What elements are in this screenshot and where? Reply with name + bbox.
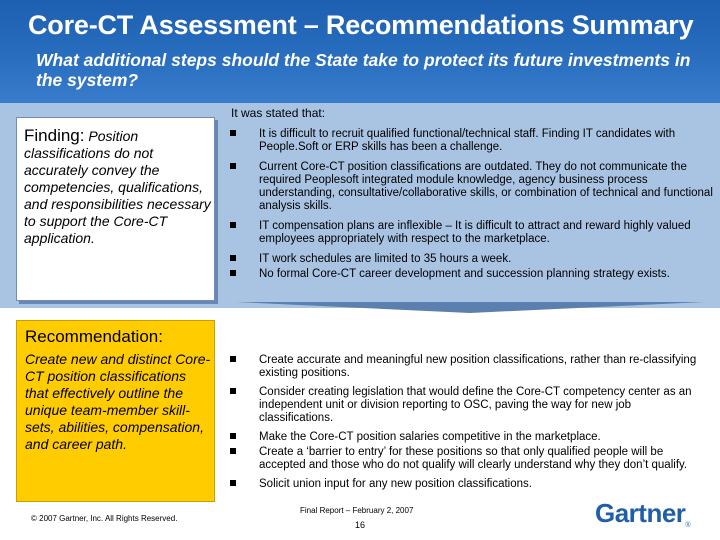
slide-title: Core-CT Assessment – Recommendations Summary <box>28 10 694 40</box>
recommendation-bullet-text: Consider creating legislation that would define the Core-CT competency center as an independent unit or division reporting to OSC, paving the way for new job classifications. <box>259 386 692 424</box>
finding-bullet-text: No formal Core-CT career development and succession planning strategy exists. <box>259 268 670 280</box>
recommendation-bullet-text: Make the Core-CT position salaries competitive in the marketplace. <box>259 431 601 443</box>
finding-bullet-text: It is difficult to recruit qualified functional/technical staff. Finding IT candidates with People.Soft or ERP skills has been a challenge. <box>259 128 676 153</box>
arrow-down-icon <box>236 302 704 313</box>
list-item <box>230 354 705 380</box>
gartner-logo <box>595 498 691 529</box>
recommendation-bullet-text: Solicit union input for any new position classifications. <box>259 478 532 490</box>
bullet-square-icon <box>230 433 236 439</box>
bullet-square-icon <box>230 130 236 136</box>
list-item <box>230 431 705 444</box>
bullet-square-icon <box>230 480 236 486</box>
list-item <box>230 446 705 472</box>
bullet-square-icon <box>230 222 236 228</box>
finding-lead: Finding: <box>24 126 85 145</box>
logo-text: Gartner <box>595 498 686 528</box>
finding-body: Position classifications do not accurately convey the competencies, qualifications, and responsibilities necessary to support the Core-CT application. <box>24 128 211 246</box>
finding-bullet-text: IT work schedules are limited to 35 hours a week. <box>259 253 512 265</box>
recommendation-bullet-list <box>230 354 705 491</box>
finding-bullet-text: Current Core-CT position classifications are outdated. They do not communicate the required Peoplesoft integrated module knowledge, agency business process understanding, consultative/collaborative skills, or combination of technical and functional analysis skills. <box>259 161 713 212</box>
recommendation-bullet-text: Create a ‘barrier to entry’ for these positions so that only qualified people will be accepted and those who do not qualify will clearly understand why they don’t qualify. <box>259 446 688 471</box>
recommendation-text: Create new and distinct Core-CT position classifications that effectively outline the unique team-member skill-sets, abilities, compensation, and career path. <box>25 351 211 452</box>
finding-box <box>16 117 215 301</box>
bullet-square-icon <box>230 388 236 394</box>
list-item <box>230 253 715 266</box>
bullet-square-icon <box>230 448 236 454</box>
recommendation-title: Recommendation: <box>25 327 163 346</box>
registered-mark: ® <box>685 522 691 529</box>
finding-bullet-list <box>230 128 715 281</box>
bullet-square-icon <box>230 356 236 362</box>
finding-text <box>24 127 212 247</box>
report-date: Final Report – February 2, 2007 <box>300 506 414 515</box>
recommendation-bullet-text: Create accurate and meaningful new position classifications, rather than re-classifying existing positions. <box>259 354 697 379</box>
list-item <box>230 386 705 425</box>
list-item <box>230 128 715 154</box>
header-banner <box>0 0 720 103</box>
list-item <box>230 161 715 213</box>
recommendation-box <box>16 320 215 502</box>
slide-subtitle: What additional steps should the State take to protect its future investments in the system? <box>36 50 691 90</box>
page-number: 16 <box>354 520 365 530</box>
bullet-square-icon <box>230 163 236 169</box>
bullet-square-icon <box>230 255 236 261</box>
list-item <box>230 220 715 246</box>
list-item <box>230 478 705 491</box>
list-item <box>230 268 715 281</box>
copyright: © 2007 Gartner, Inc. All Rights Reserved. <box>31 514 178 523</box>
finding-intro: It was stated that: <box>231 106 326 120</box>
bullet-square-icon <box>230 270 236 276</box>
finding-bullet-text: IT compensation plans are inflexible – It is difficult to attract and reward highly valued employees appropriately with respect to the marketplace. <box>259 220 691 245</box>
